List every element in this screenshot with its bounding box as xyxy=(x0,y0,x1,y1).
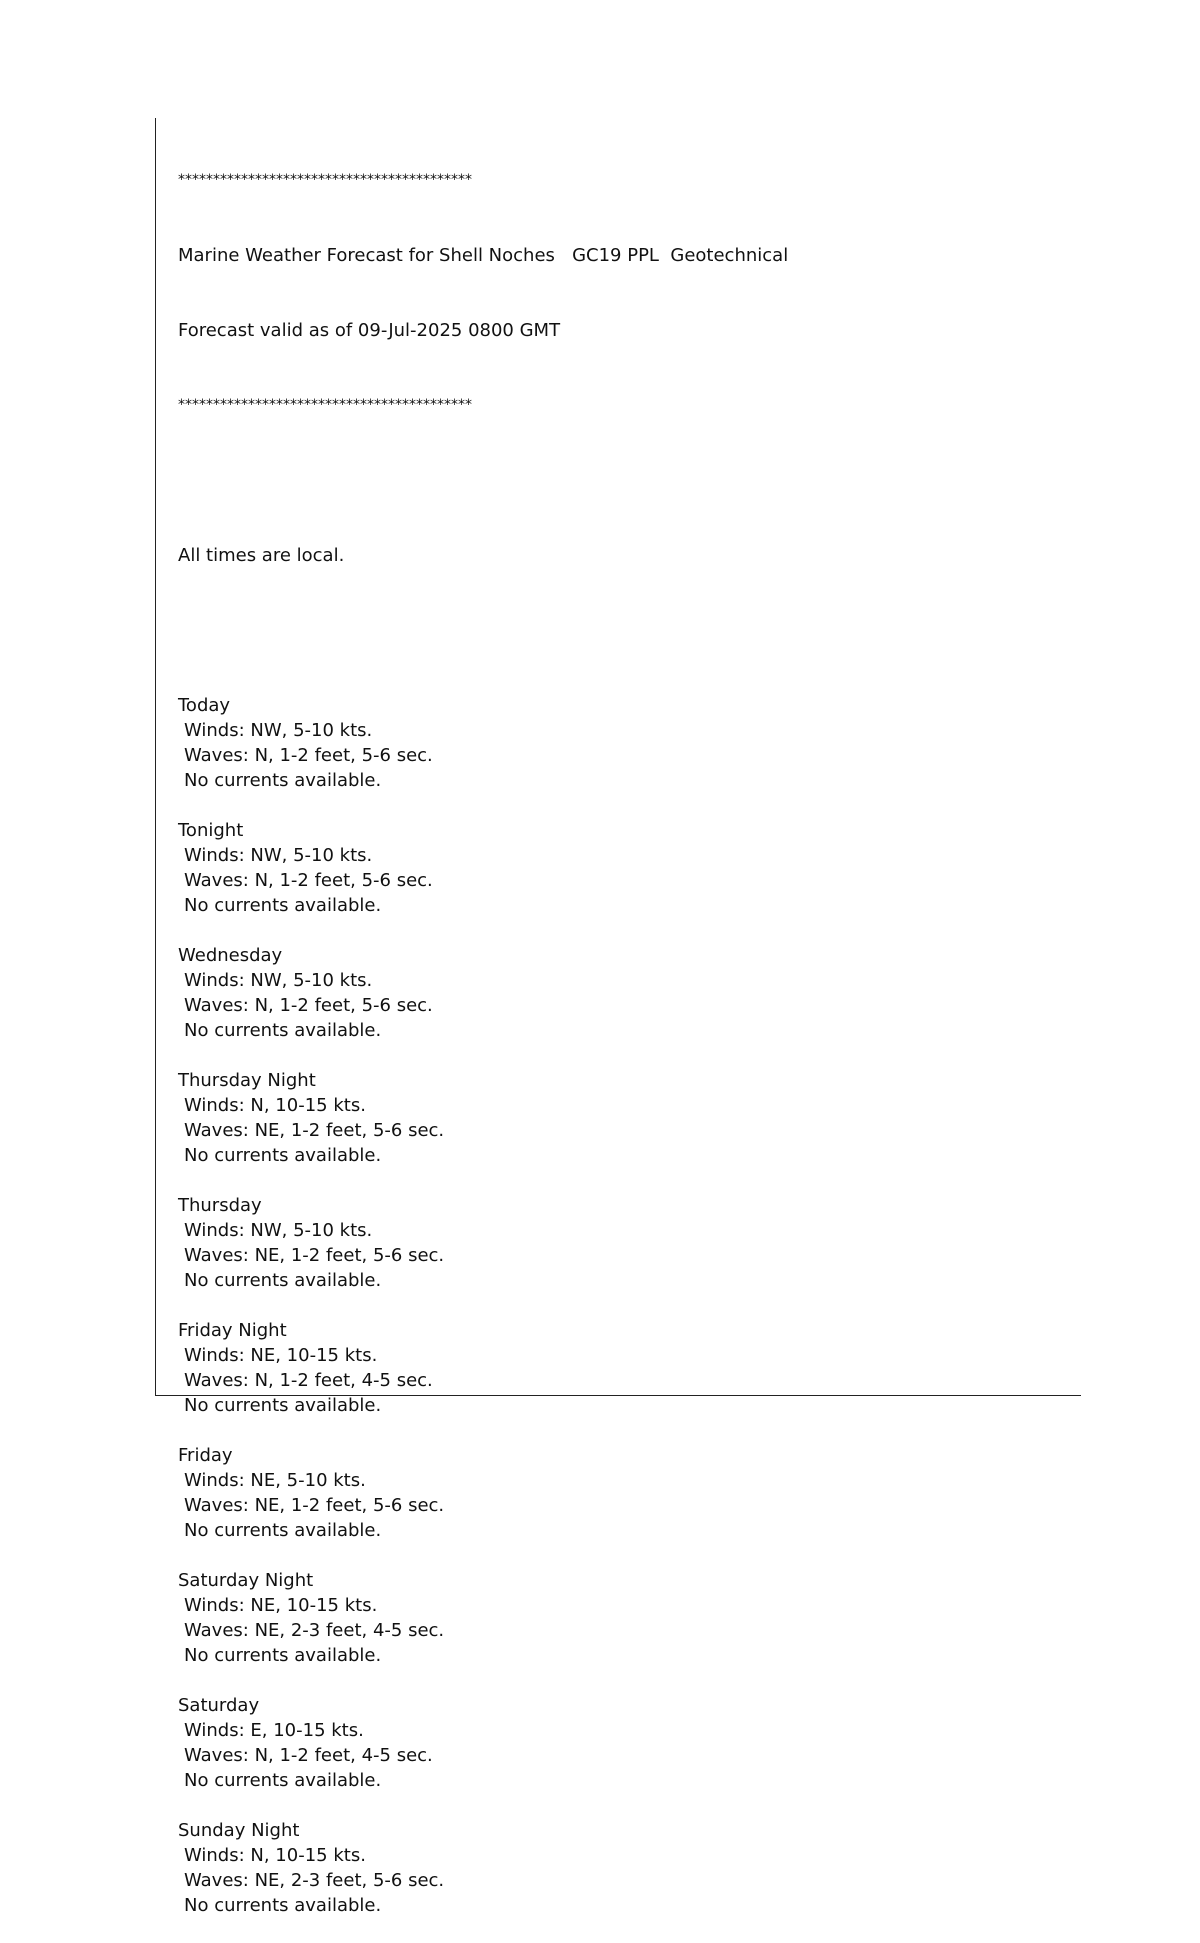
frame-left-border xyxy=(155,118,156,1396)
spacer xyxy=(178,1168,1078,1193)
period-name: Saturday Night xyxy=(178,1570,314,1591)
spacer xyxy=(178,1668,1078,1693)
forecast-period xyxy=(178,1693,1078,1818)
period-currents: No currents available. xyxy=(184,1770,382,1791)
period-winds: Winds: NW, 5-10 kts. xyxy=(184,720,373,741)
period-waves: Waves: NE, 1-2 feet, 5-6 sec. xyxy=(184,1120,445,1141)
period-currents: No currents available. xyxy=(184,770,382,791)
period-winds: Winds: NE, 5-10 kts. xyxy=(184,1470,366,1491)
forecast-period xyxy=(178,1818,1078,1918)
period-name: Thursday xyxy=(178,1195,262,1216)
period-name: Tonight xyxy=(178,820,244,841)
period-currents: No currents available. xyxy=(184,1520,382,1541)
forecast-period xyxy=(178,1318,1078,1443)
period-waves: Waves: NE, 1-2 feet, 5-6 sec. xyxy=(184,1495,445,1516)
period-waves: Waves: NE, 2-3 feet, 5-6 sec. xyxy=(184,1870,445,1891)
period-currents: No currents available. xyxy=(184,1145,382,1166)
period-winds: Winds: NE, 10-15 kts. xyxy=(184,1595,378,1616)
period-waves: Waves: N, 1-2 feet, 4-5 sec. xyxy=(184,1370,433,1391)
forecast-period xyxy=(178,1193,1078,1318)
period-name: Thursday Night xyxy=(178,1070,316,1091)
forecast-period xyxy=(178,818,1078,943)
period-waves: Waves: NE, 2-3 feet, 4-5 sec. xyxy=(184,1620,445,1641)
spacer xyxy=(178,1793,1078,1818)
header-stars-top: ****************************************** xyxy=(178,172,472,188)
period-name: Friday xyxy=(178,1445,233,1466)
period-waves: Waves: N, 1-2 feet, 4-5 sec. xyxy=(184,1745,433,1766)
period-currents: No currents available. xyxy=(184,1270,382,1291)
period-winds: Winds: E, 10-15 kts. xyxy=(184,1720,364,1741)
spacer xyxy=(178,1043,1078,1068)
period-waves: Waves: N, 1-2 feet, 5-6 sec. xyxy=(184,995,433,1016)
period-name: Friday Night xyxy=(178,1320,287,1341)
spacer xyxy=(178,618,1078,643)
spacer xyxy=(178,1543,1078,1568)
period-waves: Waves: N, 1-2 feet, 5-6 sec. xyxy=(184,745,433,766)
period-name: Saturday xyxy=(178,1695,260,1716)
forecast-period xyxy=(178,943,1078,1068)
period-currents: No currents available. xyxy=(184,1395,382,1416)
spacer xyxy=(178,1293,1078,1318)
spacer xyxy=(178,468,1078,493)
period-waves: Waves: N, 1-2 feet, 5-6 sec. xyxy=(184,870,433,891)
forecast-valid-time: Forecast valid as of 09-Jul-2025 0800 GMT xyxy=(178,320,561,341)
spacer xyxy=(178,793,1078,818)
period-name: Sunday Night xyxy=(178,1820,300,1841)
period-winds: Winds: N, 10-15 kts. xyxy=(184,1845,366,1866)
period-winds: Winds: NW, 5-10 kts. xyxy=(184,970,373,991)
forecast-period xyxy=(178,1568,1078,1693)
period-name: Today xyxy=(178,695,231,716)
forecast-document xyxy=(178,118,1078,1943)
forecast-period xyxy=(178,1068,1078,1193)
header-stars-bottom: ****************************************** xyxy=(178,397,472,413)
spacer xyxy=(178,918,1078,943)
period-currents: No currents available. xyxy=(184,1645,382,1666)
forecast-period xyxy=(178,693,1078,818)
period-currents: No currents available. xyxy=(184,895,382,916)
period-winds: Winds: N, 10-15 kts. xyxy=(184,1095,366,1116)
period-winds: Winds: NW, 5-10 kts. xyxy=(184,845,373,866)
forecast-period xyxy=(178,1443,1078,1568)
forecast-periods xyxy=(178,693,1078,1918)
spacer xyxy=(178,1418,1078,1443)
forecast-title: Marine Weather Forecast for Shell Noches GC19 PPL Geotechnical xyxy=(178,245,789,266)
period-winds: Winds: NE, 10-15 kts. xyxy=(184,1345,378,1366)
period-currents: No currents available. xyxy=(184,1895,382,1916)
period-currents: No currents available. xyxy=(184,1020,382,1041)
period-name: Wednesday xyxy=(178,945,283,966)
period-winds: Winds: NW, 5-10 kts. xyxy=(184,1220,373,1241)
period-waves: Waves: NE, 1-2 feet, 5-6 sec. xyxy=(184,1245,445,1266)
times-note: All times are local. xyxy=(178,545,345,566)
